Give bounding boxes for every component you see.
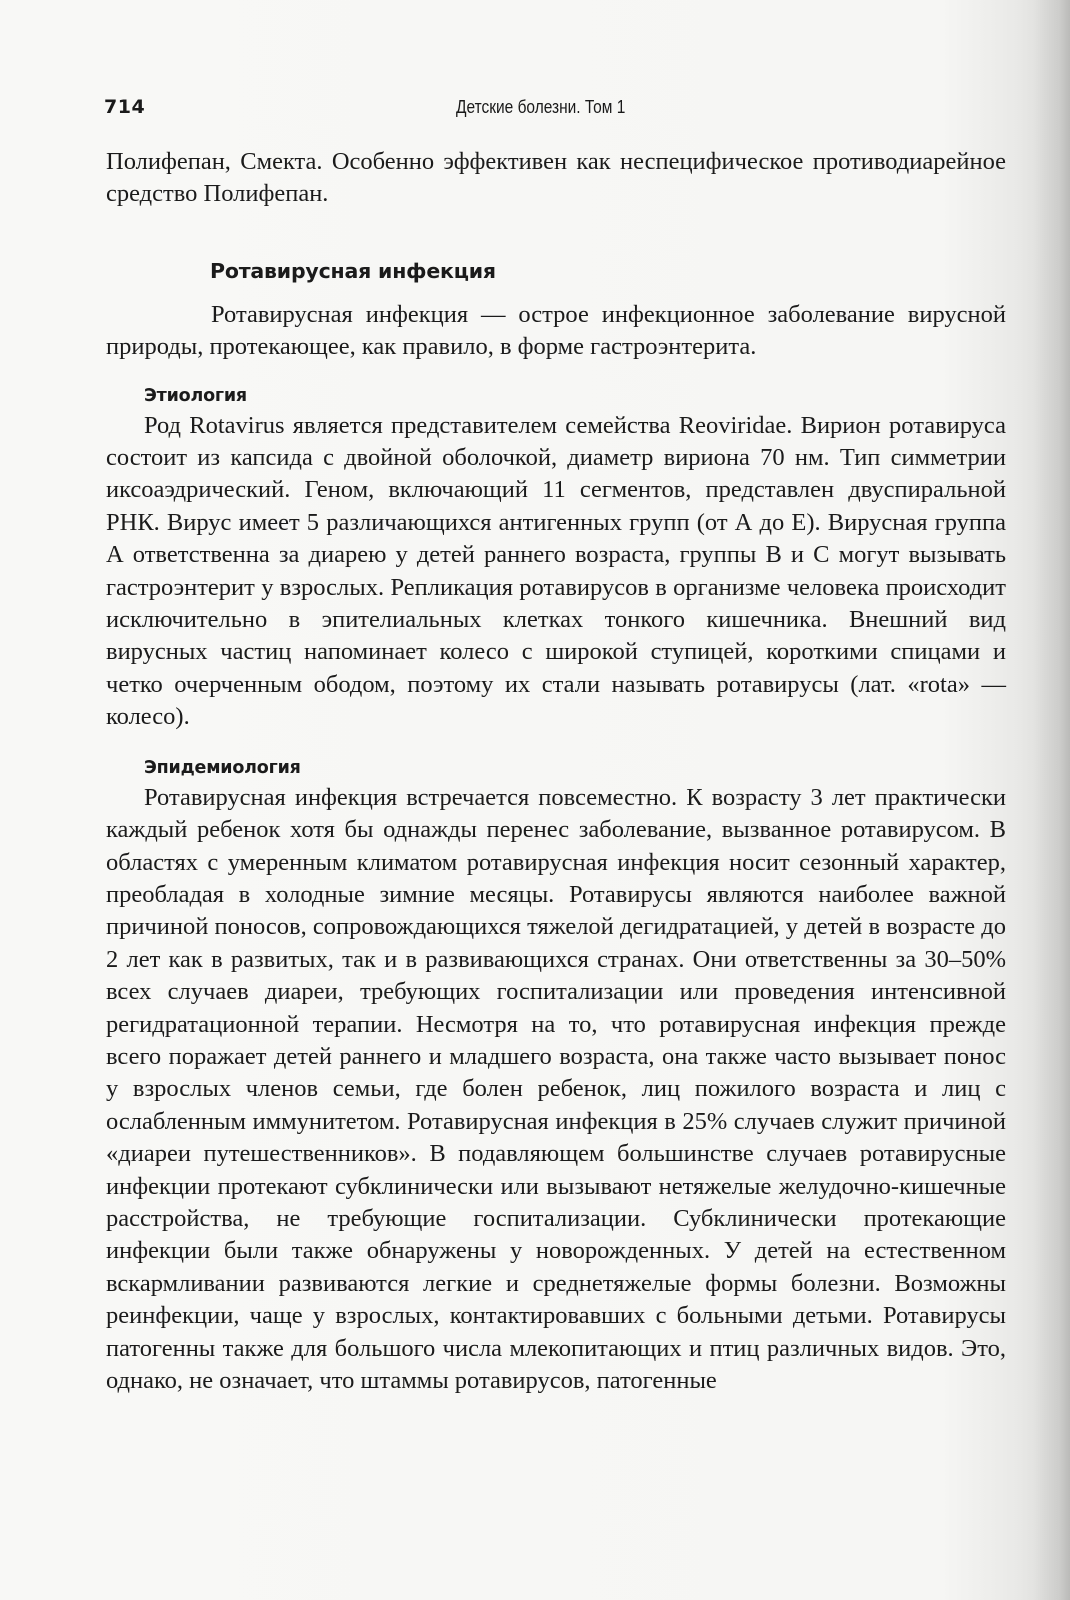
page-content [106, 146, 1006, 1397]
intro-paragraph: Полифепан, Смекта. Особенно эффективен как неспецифическое противодиарейное средство Полифепан. [106, 148, 1006, 208]
page-header [104, 96, 1004, 126]
epidemiology-heading: Эпидемиология [144, 757, 301, 778]
etiology-paragraph: Род Rotavirus является представителем семейства Reoviridae. Вирион ротавируса состоит из капсида с двойной оболочкой, диаметр вириона 70 нм. Тип симметрии иксоаэдрический. Геном, включающий 11 сегментов, представлен двуспиральной РНК. Вирус имеет 5 различающихся антигенных групп (от А до Е). Вирусная группа А ответственна за диарею у детей раннего возраста, группы В и С могут вызывать гастроэнтерит у взрослых. Репликация ротавирусов в организме человека происходит исключительно в эпителиальных клетках тонкого кишечника. Внешний вид вирусных частиц напоминает колесо с широкой ступицей, короткими спицами и четко очерченным ободом, поэтому их стали называть ротавирусы (лат. «rota» — колесо). [106, 411, 1006, 731]
section-title: Ротавирусная инфекция [210, 258, 496, 283]
etiology-heading: Этиология [144, 385, 247, 406]
page-edge-shadow [1034, 0, 1070, 1600]
page-number: 714 [104, 96, 146, 118]
definition-paragraph: Ротавирусная инфекция — острое инфекционное заболевание вирусной природы, протекающее, как правило, в форме гастроэнтерита. [106, 300, 1006, 361]
running-title: Детские болезни. Том 1 [456, 97, 626, 117]
epidemiology-paragraph: Ротавирусная инфекция встречается повсеместно. К возрасту 3 лет практически каждый ребенок хотя бы однажды перенес заболевание, вызванное ротавирусом. В областях с умеренным климатом ротавирусная инфекция носит сезонный характер, преобладая в холодные зимние месяцы. Ротавирусы являются наиболее важной причиной поносов, сопровождающихся тяжелой дегидратацией, у детей в возрасте до 2 лет как в развитых, так и в развивающихся странах. Они ответственны за 30–50% всех случаев диареи, требующих госпитализации или проведения интенсивной регидратационной терапии. Несмотря на то, что ротавирусная инфекция прежде всего поражает детей раннего и младшего возраста, она также часто вызывает понос у взрослых членов семьи, где болен ребенок, лиц пожилого возраста и лиц с ослабленным иммунитетом. Ротавирусная инфекция в 25% случаев служит причиной «диареи путешественников». В подавляющем большинстве случаев ротавирусные инфекции протекают субклинически или вызывают нетяжелые желудочно-кишечные расстройства, не требующие госпитализации. Субклинически протекающие инфекции были также обнаружены у новорожденных. У детей на естественном вскармливании развиваются легкие и среднетяжелые формы болезни. Возможны реинфекции, чаще у взрослых, контактировавших с больными детьми. Ротавирусы патогенны также для большого числа млекопитающих и птиц различных видов. Это, однако, не означает, что штаммы ротавирусов, патогенные [106, 783, 1006, 1394]
